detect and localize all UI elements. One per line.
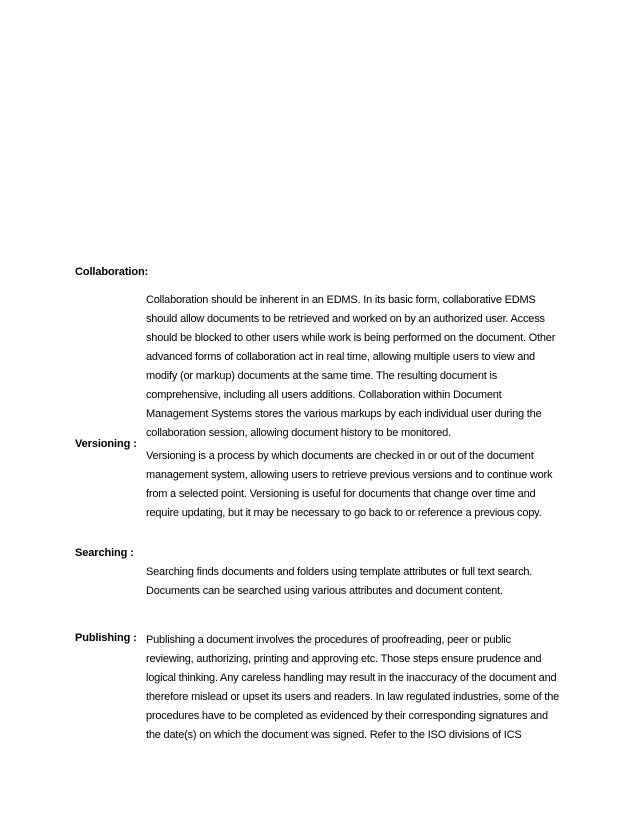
body-line: procedures have to be completed as evidenced by their corresponding signatures and xyxy=(146,710,548,722)
body-line: Searching finds documents and folders using template attributes or full text search. xyxy=(146,566,533,578)
body-line: Publishing a document involves the procedures of proofreading, peer or public xyxy=(146,634,511,646)
body-line: from a selected point. Versioning is useful for documents that change over time and xyxy=(146,488,536,500)
body-line: Management Systems stores the various markups by each individual user during the xyxy=(146,408,542,420)
body-line: Documents can be searched using various attributes and document content. xyxy=(146,585,503,597)
section-heading-versioning: Versioning : xyxy=(75,438,137,450)
section-heading-searching: Searching : xyxy=(75,547,134,559)
body-line: reviewing, authorizing, printing and approving etc. Those steps ensure prudence and xyxy=(146,653,542,665)
body-line: logical thinking. Any careless handling may result in the inaccuracy of the document and xyxy=(146,672,557,684)
section-body-searching xyxy=(146,563,576,601)
body-line: require updating, but it may be necessary to go back to or reference a previous copy. xyxy=(146,507,542,519)
section-heading-collaboration: Collaboration: xyxy=(75,266,149,278)
body-line: should be blocked to other users while work is being performed on the document. Other xyxy=(146,332,556,344)
body-line: collaboration session, allowing document history to be monitored. xyxy=(146,427,451,439)
body-line: modify (or markup) documents at the same time. The resulting document is xyxy=(146,370,497,382)
section-heading-publishing: Publishing : xyxy=(75,632,137,644)
body-line: therefore mislead or upset its users and readers. In law regulated industries, some of the xyxy=(146,691,560,703)
body-line: Collaboration should be inherent in an EDMS. In its basic form, collaborative EDMS xyxy=(146,294,536,306)
section-body-versioning xyxy=(146,447,576,523)
body-line: comprehensive, including all users additions. Collaboration within Document xyxy=(146,389,502,401)
body-line: advanced forms of collaboration act in real time, allowing multiple users to view and xyxy=(146,351,535,363)
section-body-publishing xyxy=(146,631,576,745)
body-line: Versioning is a process by which documents are checked in or out of the document xyxy=(146,450,534,462)
body-line: the date(s) on which the document was signed. Refer to the ISO divisions of ICS xyxy=(146,729,522,741)
body-line: management system, allowing users to retrieve previous versions and to continue work xyxy=(146,469,553,481)
section-body-collaboration xyxy=(146,291,576,443)
body-line: should allow documents to be retrieved and worked on by an authorized user. Access xyxy=(146,313,545,325)
